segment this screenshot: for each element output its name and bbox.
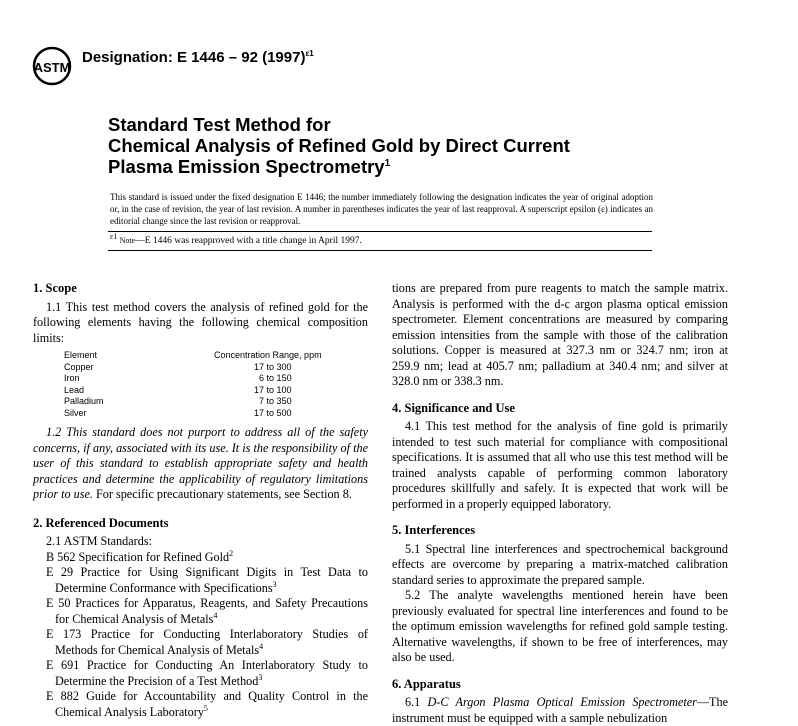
table-row: Silver 17 to 500 [64, 407, 292, 418]
divider [108, 231, 652, 232]
table-row: Iron 6 to 150 [64, 373, 292, 383]
section-heading-scope: 1. Scope [33, 281, 77, 295]
title-line-2: Chemical Analysis of Refined Gold by Direct Current [108, 135, 570, 156]
list-item: E 29 Practice for Using Significant Digits in Test Data to Determine Conformance with Specifications$^3$ [46, 565, 368, 595]
divider [108, 250, 652, 251]
table-row: Copper 17 to 300 [64, 361, 292, 372]
page-title [108, 114, 570, 177]
paragraph-6-1: 6.1 D-C Argon Plasma Optical Emission Spectrometer—The instrument must be equipped with a sample nebulization [392, 695, 728, 725]
subheading-astm-standards: 2.1 ASTM Standards: [46, 534, 152, 548]
section-heading-significance: 4. Significance and Use [392, 400, 515, 415]
table-header-range: Concentration Range, ppm [214, 350, 322, 360]
composition-table [64, 350, 322, 419]
paragraph-1-2: 1.2 This standard does not purport to address all of the safety concerns, if any, associated with its use. It is the responsibility of the user of this standard to establish appropriate safety and health practices and determine the applicability of regulatory limitations prior to use. For specific precautionary statements, see Section 8. [33, 425, 368, 501]
list-item: E 882 Guide for Accountability and Quality Control in the Chemical Analysis Laboratory$^5$ [46, 689, 368, 719]
designation-sup: ε1 [305, 49, 314, 58]
list-item: E 691 Practice for Conducting An Interlaboratory Study to Determine the Precision of a Test Method$^3$ [46, 658, 368, 688]
section-heading-apparatus: 6. Apparatus [392, 676, 461, 691]
title-line-3: Plasma Emission Spectrometry$^1$ [108, 156, 391, 177]
list-item: E 173 Practice for Conducting Interlaboratory Studies of Methods for Chemical Analysis of Metals$^4$ [46, 627, 368, 657]
title-sup: 1 [384, 157, 391, 169]
list-item: B 562 Specification for Refined Gold$^2$ [46, 548, 234, 564]
astm-logo [32, 46, 72, 86]
issue-note: This standard is issued under the fixed designation E 1446; the number immediately following the designation indicates the year of original adoption or, in the case of revision, the year of last revision. A number in parentheses indicates the year of last reapproval. A superscript epsilon (ε) indicates an editorial change since the last revision or reapproval. [110, 192, 653, 226]
table-row: Palladium 7 to 350 [64, 396, 292, 406]
section-heading-references: 2. Referenced Documents [33, 515, 169, 530]
paragraph-1-1: 1.1 This test method covers the analysis of refined gold for the following elements having the following chemical composition limits: [33, 299, 368, 345]
table-header-element: Element [64, 350, 98, 360]
paragraph-4-1: 4.1 This test method for the analysis of fine gold is primarily intended to test such material for compliance with compositional specifications. It is assumed that all who use this test method will be trained analysts capable of performing common laboratory procedures skillfully and safely. It is expected that work will be performed in a properly equipped laboratory. [392, 419, 728, 511]
section-heading-interferences: 5. Interferences [392, 523, 476, 537]
paragraph-continued: tions are prepared from pure reagents to match the sample matrix. Analysis is performed with the d-c argon plasma optical emission spectrometer. Element concentrations are measured by comparing emission intensities from the sample with those of the calibration solutions. Copper is measured at 327.3 nm or 324.7 nm; iron at 259.9 nm; lead at 405.7 nm; palladium at 340.4 nm; and silver at 328.0 nm or 338.3 nm. [392, 281, 728, 388]
title-line-1: Standard Test Method for [108, 114, 331, 135]
paragraph-5-2: 5.2 The analyte wavelengths mentioned herein have been previously evaluated for spectral line interferences and found to be the optimum emission wavelengths for refined gold sample testing. Alternative wavelengths, if shown to be free of interferences, may also be used. [392, 588, 728, 664]
logo-text: ASTM [33, 60, 71, 75]
right-column [392, 281, 728, 726]
editorial-note: $^{\varepsilon 1}$ Note—E 1446 was reapproved with a title change in April 1997. [110, 231, 362, 246]
paragraph-5-1: 5.1 Spectral line interferences and spectrochemical background effects are overcome by preparing a matrix-matched calibration standard series to approximate the prepared sample. [392, 541, 728, 587]
designation-text: Designation: E 1446 – 92 (1997) [82, 49, 306, 66]
left-column [33, 281, 368, 720]
designation [82, 49, 314, 66]
list-item: E 50 Practices for Apparatus, Reagents, and Safety Precautions for Chemical Analysis of Metals$^4$ [46, 596, 368, 626]
table-row: Lead 17 to 100 [64, 384, 292, 395]
